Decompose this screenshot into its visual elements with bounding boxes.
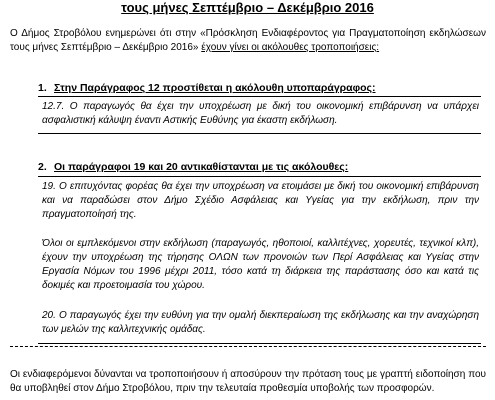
paragraph-19-continued: Όλοι οι εμπλεκόμενοι στην εκδήλωση (παραγωγός, ηθοποιοί, καλλιτέχνες, χορευτές, τεχνικοί κλπ), έχουν την υποχρέωση της τήρησης ΟΛΩΝ των προνοιών των Περί Ασφάλειας και Υγείας στην Εργασία Νόμων του 1996 μέχρι 2011, τόσο κατά τη διάρκεια της παράστασης όσο και κατά τις δοκιμές και προετοιμασία του χώρου. <box>42 238 479 291</box>
closing-paragraph: Οι ενδιαφερόμενοι δύνανται να τροποποιήσουν ή αποσύρουν την πρόταση τους με γραπτή ειδοποίηση που θα υποβληθεί στον Δήμο Στροβόλου, πριν την τελευταία προθεσμία υποβολής των προσφορών. <box>10 369 486 394</box>
section-2-heading-text: Οι παράγραφοι 19 και 20 αντικαθίστανται με τις ακόλουθες: <box>54 161 349 173</box>
document-title: τους μήνες Σεπτέμβριο – Δεκέμβριο 2016 <box>121 0 374 15</box>
section-1-heading <box>38 81 376 95</box>
section-1-heading-text: Στην Παράγραφος 12 προστίθεται η ακόλουθη υποπαράγραφος: <box>54 82 376 94</box>
intro-text: Ο Δήμος Στροβόλου ενημερώνει ότι στην «Πρόσκληση Ενδιαφέροντος για Πραγματοποίηση εκδηλώσεων τους μήνες Σεπτέμβριο – Δεκέμβριο 2016» <box>10 28 486 53</box>
section-2-heading <box>38 160 348 174</box>
paragraph-20: 20. Ο παραγωγός έχει την ευθύνη για την ομαλή διεκπεραίωση της εκδήλωσης και την αναχώρηση των μελών της καλλιτεχνικής ομάδας. <box>42 310 479 335</box>
paragraph-19: 19. Ο επιτυχόντας φορέας θα έχει την υποχρέωση να ετοιμάσει με δική του οικονομική επιβάρυνση και να παραδώσει στον Δήμο Σχέδιο Ασφάλειας και Υγείας για την εκδήλωση, πριν την πραγματοποίησή της. <box>42 181 479 220</box>
section-1-number: 1. <box>38 82 47 94</box>
section-2-number: 2. <box>38 161 47 173</box>
intro-paragraph <box>10 27 486 55</box>
dashed-separator <box>10 346 486 347</box>
paragraph-12-7: 12.7. Ο παραγωγός θα έχει την υποχρέωση με δική του οικονομική επιβάρυνση να υπάρχει ασφαλιστική κάλυψη έναντι Αστικής Ευθύνης για έκαστη εκδήλωση. <box>42 101 479 126</box>
intro-underlined-text: έχουν γίνει οι ακόλουθες τροποποιήσεις: <box>201 42 380 53</box>
